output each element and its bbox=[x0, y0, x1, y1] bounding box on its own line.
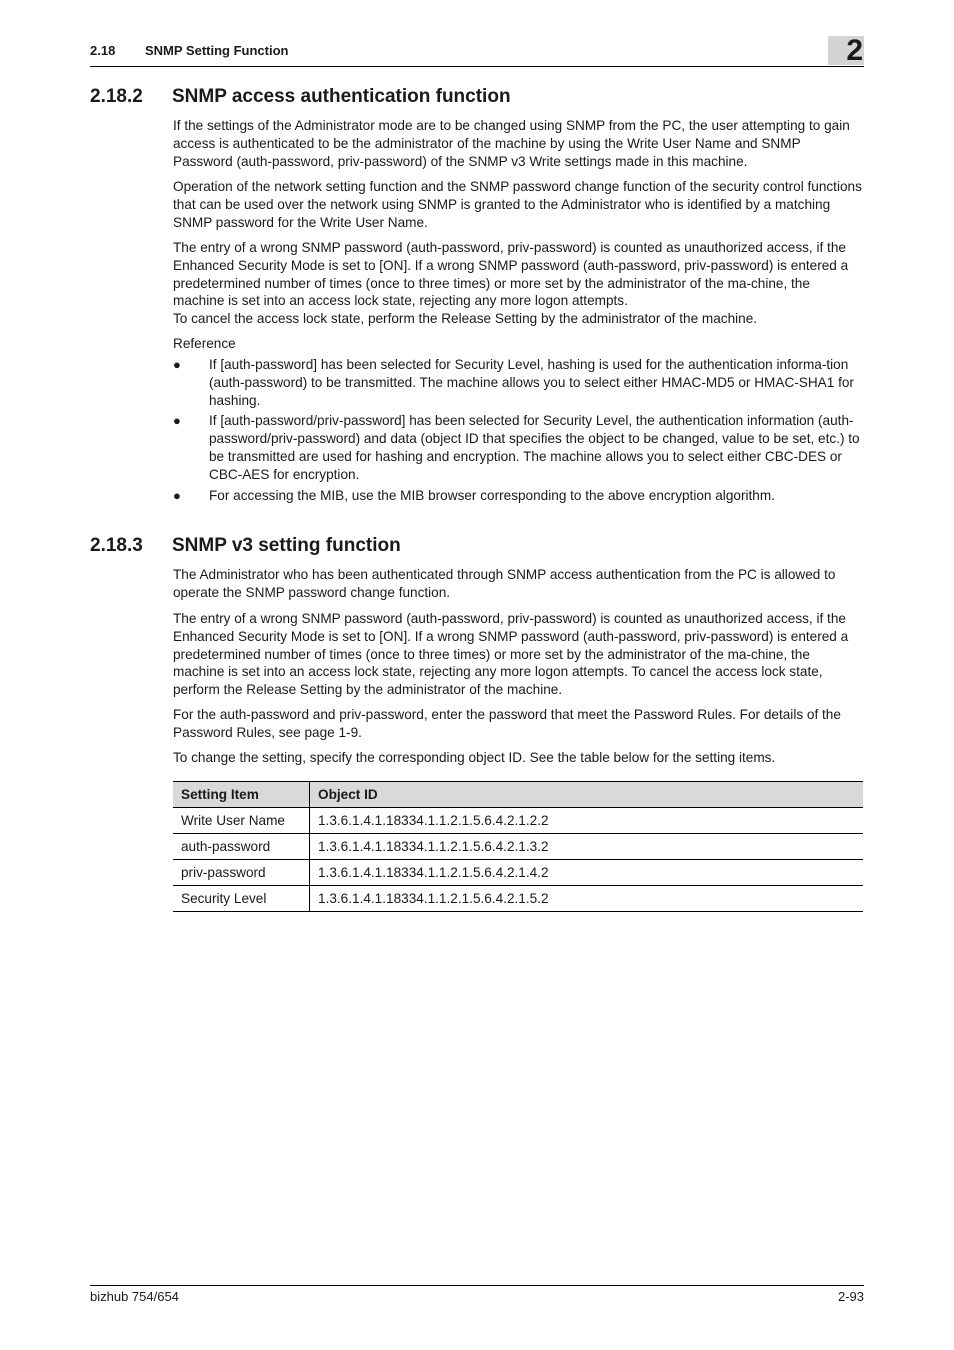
table-row bbox=[173, 808, 863, 834]
list-item: ● If [auth-password/priv-password] has been selected for Security Level, the authentication information (auth-password/priv-password) and data (object ID that specifies the object to be changed, value to be set, etc.) to be transmitted are used for hashing and encryption. The machine allows you to select either CBC-DES or CBC-AES for encryption. bbox=[173, 413, 860, 482]
footer-product-name: bizhub 754/654 bbox=[90, 1289, 179, 1304]
section-heading-2-18-2 bbox=[90, 86, 860, 108]
paragraph: The entry of a wrong SNMP password (auth-password, priv-password) is counted as unauthorized access, if the Enhanced Security Mode is set to [ON]. If a wrong SNMP password (auth-password, priv-password) is entered a predetermined number of times (once to three times) or more set by the administrator of the ma-chine, the machine is set into an access lock state, rejecting any more logon attempts. To cancel the access lock state, perform the Release Setting by the administrator of the machine. bbox=[173, 611, 849, 698]
reference-bullet-list bbox=[173, 356, 863, 507]
footer-page-number: 2-93 bbox=[837, 1289, 864, 1304]
paragraph: To cancel the access lock state, perform the Release Setting by the administrator of the machine. bbox=[173, 311, 758, 326]
setting-item-cell: auth-password bbox=[173, 834, 310, 860]
object-id-cell: 1.3.6.1.4.1.18334.1.1.2.1.5.6.4.2.1.2.2 bbox=[310, 808, 864, 834]
reference-label: Reference bbox=[173, 336, 236, 351]
setting-item-cell: priv-password bbox=[173, 860, 310, 886]
paragraph: The Administrator who has been authenticated through SNMP access authentication from the PC is allowed to operate the SNMP password change function. bbox=[173, 567, 836, 600]
table-row bbox=[173, 860, 863, 886]
column-header-object-id: Object ID bbox=[310, 782, 864, 808]
paragraph: If the settings of the Administrator mode are to be changed using SNMP from the PC, the user attempting to gain access is authenticated to be the administrator of the machine by using the Write User Name and SNMP Password (auth-password, priv-password) of the SNMP v3 Write settings made in this machine. bbox=[173, 118, 850, 169]
list-item: ● If [auth-password] has been selected for Security Level, hashing is used for the authentication informa-tion (auth-password) to be transmitted. The machine allows you to select either HMAC-MD5 or HMAC-SHA1 for hashing. bbox=[173, 357, 854, 408]
section-number: 2.18.3 bbox=[90, 535, 143, 556]
header-section-number: 2.18 bbox=[90, 43, 116, 58]
bullet-icon: ● bbox=[173, 357, 181, 372]
page-header bbox=[90, 34, 864, 67]
bullet-icon: ● bbox=[173, 487, 181, 503]
paragraph: For the auth-password and priv-password, enter the password that meet the Password Rules. For details of the Password Rules, see page 1-9. bbox=[173, 707, 841, 740]
paragraph: Operation of the network setting function and the SNMP password change function of the security control functions that can be used over the network using SNMP is granted to the Administrator who is identified by a matching SNMP password for the Write User Name. bbox=[173, 179, 862, 230]
column-header-setting-item: Setting Item bbox=[173, 782, 310, 808]
table-row bbox=[173, 886, 863, 912]
chapter-number-badge: 2 bbox=[828, 36, 864, 65]
object-id-cell: 1.3.6.1.4.1.18334.1.1.2.1.5.6.4.2.1.5.2 bbox=[310, 886, 864, 912]
section-title: SNMP access authentication function bbox=[172, 86, 511, 107]
setting-item-cell: Security Level bbox=[173, 886, 310, 912]
object-id-table bbox=[173, 781, 863, 912]
section-title: SNMP v3 setting function bbox=[172, 535, 401, 556]
header-section-title: SNMP Setting Function bbox=[145, 43, 289, 58]
page-footer bbox=[90, 1285, 864, 1304]
object-id-cell: 1.3.6.1.4.1.18334.1.1.2.1.5.6.4.2.1.4.2 bbox=[310, 860, 864, 886]
list-item: ● For accessing the MIB, use the MIB browser corresponding to the above encryption algorithm. bbox=[173, 487, 775, 503]
section-number: 2.18.2 bbox=[90, 86, 143, 107]
bullet-icon: ● bbox=[173, 413, 181, 429]
section-heading-2-18-3 bbox=[90, 535, 860, 557]
object-id-cell: 1.3.6.1.4.1.18334.1.1.2.1.5.6.4.2.1.3.2 bbox=[310, 834, 864, 860]
setting-item-cell: Write User Name bbox=[173, 808, 310, 834]
table-row bbox=[173, 834, 863, 860]
paragraph: The entry of a wrong SNMP password (auth-password, priv-password) is counted as unauthorized access, if the Enhanced Security Mode is set to [ON]. If a wrong SNMP password (auth-password, priv-password) is entered a predetermined number of times (once to three times) or more set by the administrator of the ma-chine, the machine is set into an access lock state, rejecting any more logon attempts. bbox=[173, 240, 849, 309]
paragraph: To change the setting, specify the corresponding object ID. See the table below for the setting items. bbox=[173, 750, 776, 765]
table-header-row bbox=[173, 782, 863, 808]
